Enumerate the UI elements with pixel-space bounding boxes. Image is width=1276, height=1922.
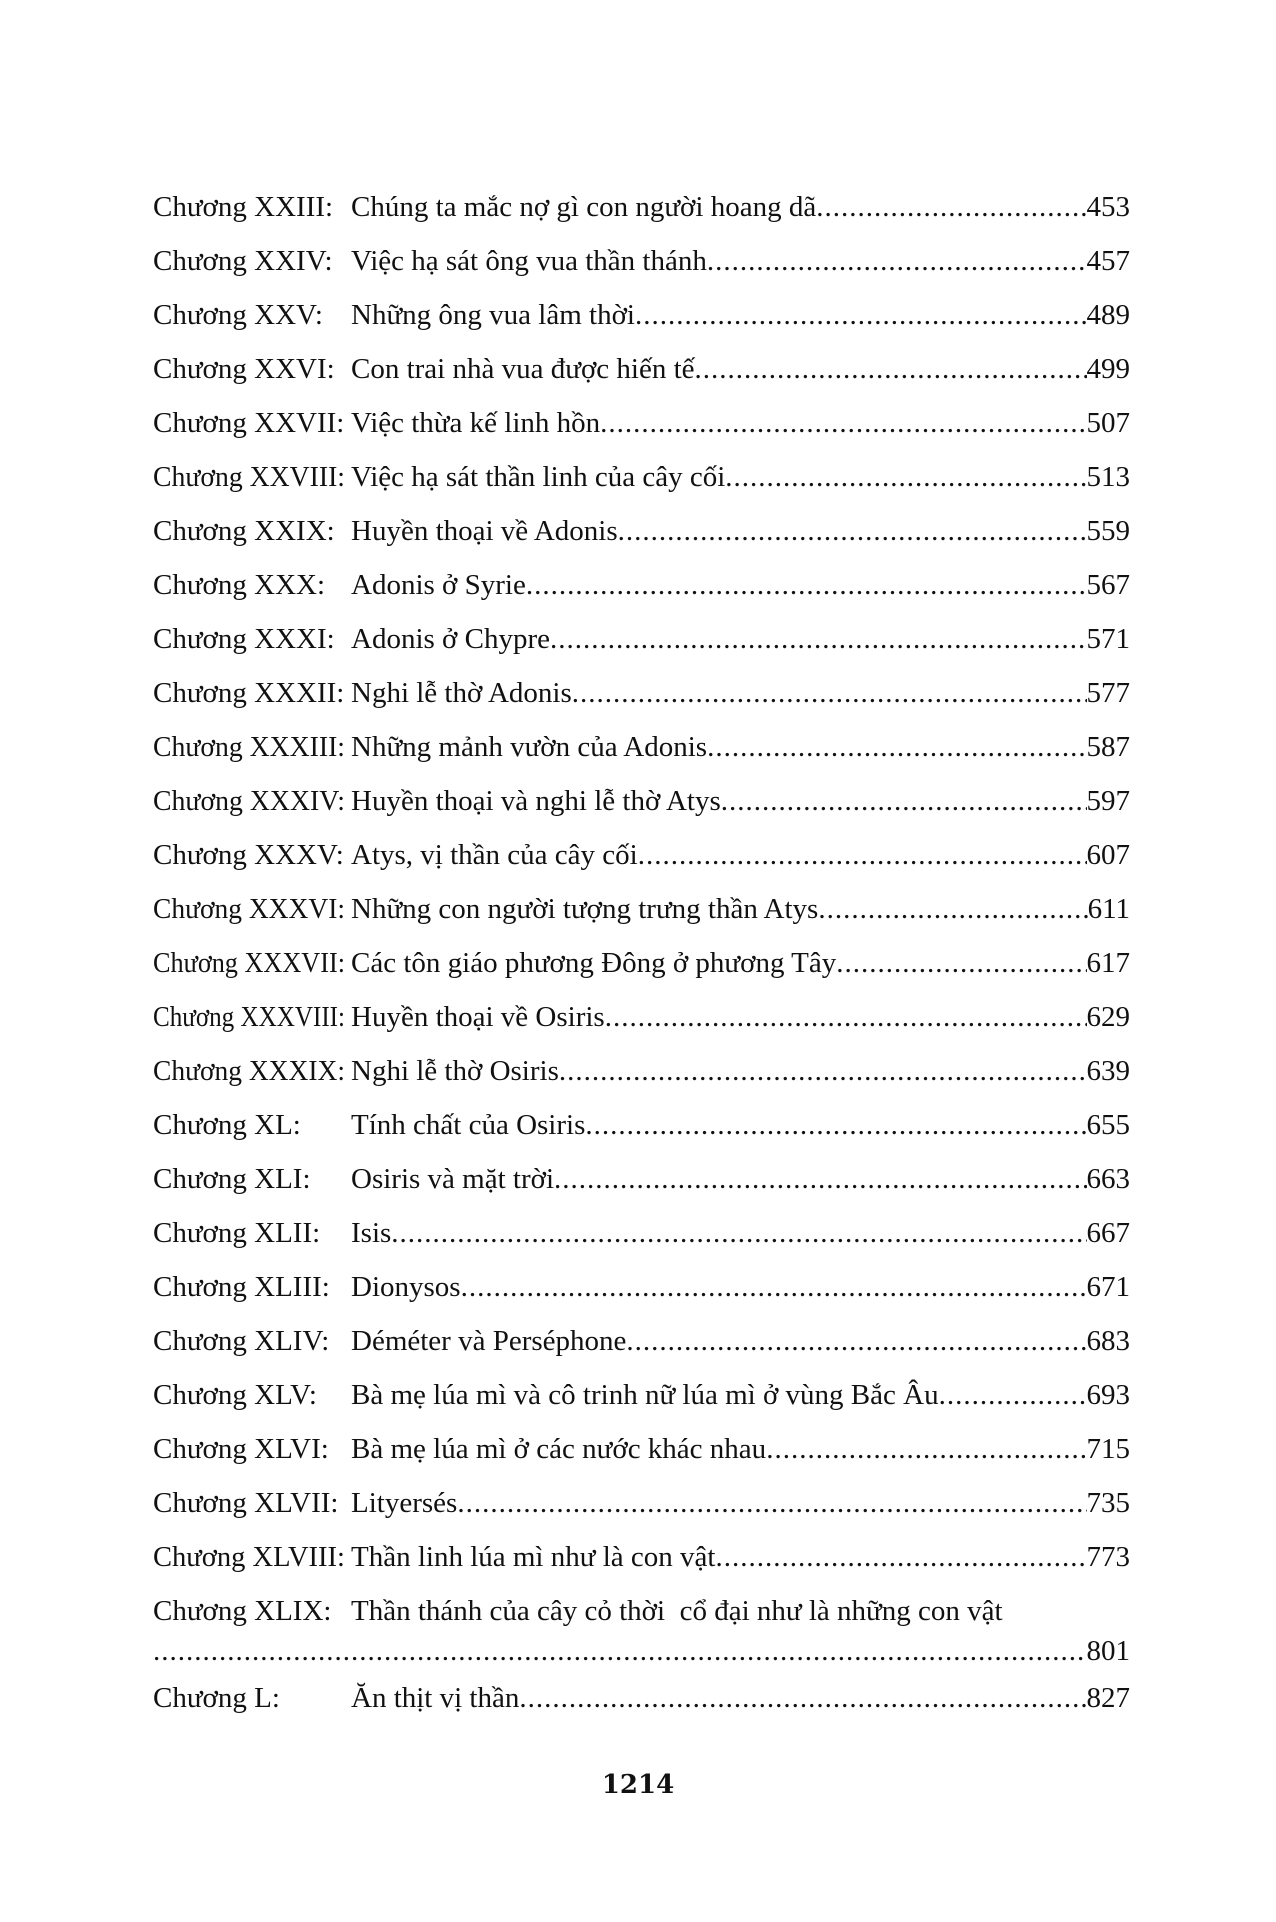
page-ref: 671 xyxy=(1086,1271,1130,1303)
page-ref: 567 xyxy=(1086,569,1130,601)
chapter-label xyxy=(153,612,351,666)
chapter-label xyxy=(153,1368,351,1422)
chapter-label-text: Chương L: xyxy=(153,1682,280,1714)
chapter-label xyxy=(153,1152,351,1206)
chapter-label-text: Chương XXXI: xyxy=(153,623,335,655)
chapter-label-text: Chương XXIV: xyxy=(153,245,333,277)
page-ref: 513 xyxy=(1086,461,1130,493)
dot-leader xyxy=(638,828,1087,882)
page-ref: 655 xyxy=(1086,1109,1130,1141)
toc-entry xyxy=(153,666,1130,720)
toc-entry xyxy=(153,882,1130,936)
chapter-title: Nghi lễ thờ Osiris xyxy=(351,1055,559,1087)
chapter-label xyxy=(153,1098,351,1152)
chapter-label-text: Chương XLI: xyxy=(153,1163,311,1195)
chapter-label-text: Chương XXXIII: xyxy=(153,731,345,763)
page-number: 1214 xyxy=(601,1770,675,1800)
page-ref: 577 xyxy=(1086,677,1130,709)
chapter-title: Huyền thoại về Adonis xyxy=(351,515,618,547)
chapter-label-text: Chương XXXIV: xyxy=(153,785,345,817)
chapter-label xyxy=(153,1476,351,1530)
toc-entry xyxy=(153,396,1130,450)
chapter-label xyxy=(153,1530,351,1584)
dot-leader xyxy=(939,1368,1087,1422)
chapter-label-text: Chương XXVII: xyxy=(153,407,345,439)
toc-entry xyxy=(153,936,1130,990)
chapter-label-text: Chương XXIII: xyxy=(153,191,334,223)
chapter-title: Adonis ở Chypre xyxy=(351,623,550,655)
chapter-title: Những ông vua lâm thời xyxy=(351,299,635,331)
chapter-label xyxy=(153,504,351,558)
chapter-title: Huyền thoại và nghi lễ thờ Atys xyxy=(351,785,721,817)
chapter-label xyxy=(153,1044,351,1098)
chapter-label-text: Chương XXXVI: xyxy=(153,893,345,925)
chapter-title: Việc thừa kế linh hồn xyxy=(351,407,601,439)
chapter-label-text: Chương XXVIII: xyxy=(153,461,345,493)
page-ref: 693 xyxy=(1086,1379,1130,1411)
chapter-label xyxy=(153,180,351,234)
dot-leader xyxy=(836,936,1086,990)
chapter-label-text: Chương XXV: xyxy=(153,299,323,331)
chapter-title: Những mảnh vườn của Adonis xyxy=(351,731,708,763)
toc-entry xyxy=(153,828,1130,882)
dot-leader xyxy=(600,396,1086,450)
dot-leader xyxy=(519,1671,1086,1725)
chapter-label-text: Chương XLVII: xyxy=(153,1487,339,1519)
chapter-title: Ăn thịt vị thần xyxy=(351,1682,520,1714)
chapter-label-text: Chương XXIX: xyxy=(153,515,335,547)
chapter-title: Thần thánh của cây cỏ thời cổ đại như là những con vật xyxy=(351,1595,1003,1627)
toc-entry xyxy=(153,1206,1130,1260)
chapter-title: Tính chất của Osiris xyxy=(351,1109,586,1141)
chapter-title: Osiris và mặt trời xyxy=(351,1163,554,1195)
page-ref: 607 xyxy=(1086,839,1130,871)
dot-leader xyxy=(391,1206,1086,1260)
dot-leader xyxy=(605,990,1087,1044)
chapter-label xyxy=(153,882,351,936)
chapter-title: Isis xyxy=(351,1217,392,1249)
chapter-label-text: Chương XLV: xyxy=(153,1379,317,1411)
dot-leader xyxy=(725,450,1086,504)
page-ref: 639 xyxy=(1086,1055,1130,1087)
chapter-title: Con trai nhà vua được hiến tế xyxy=(351,353,695,385)
dot-leader xyxy=(457,1476,1086,1530)
page-ref: 597 xyxy=(1086,785,1130,817)
page-ref: 617 xyxy=(1086,947,1130,979)
dot-leader xyxy=(707,234,1087,288)
chapter-label-text: Chương XLII: xyxy=(153,1217,321,1249)
chapter-title: Việc hạ sát thần linh của cây cối xyxy=(351,461,726,493)
page-ref: 489 xyxy=(1086,299,1130,331)
page-ref: 559 xyxy=(1086,515,1130,547)
page-ref: 629 xyxy=(1086,1001,1130,1033)
chapter-label xyxy=(153,1584,351,1638)
chapter-title: Bà mẹ lúa mì và cô trinh nữ lúa mì ở vùng Bắc Âu xyxy=(351,1379,939,1411)
toc-entry xyxy=(153,1671,1130,1725)
dot-leader xyxy=(461,1260,1087,1314)
toc-entry xyxy=(153,990,1130,1044)
chapter-label xyxy=(153,1422,351,1476)
page-ref: 611 xyxy=(1087,893,1130,925)
chapter-title: Déméter và Perséphone xyxy=(351,1325,627,1357)
chapter-label xyxy=(153,828,351,882)
chapter-label xyxy=(153,1314,351,1368)
toc-entry xyxy=(153,1584,1130,1627)
dot-leader xyxy=(526,558,1087,612)
page-ref: 663 xyxy=(1086,1163,1130,1195)
dot-leader xyxy=(816,180,1086,234)
page-ref: 453 xyxy=(1086,191,1130,223)
dot-leader xyxy=(554,1152,1087,1206)
chapter-title: Atys, vị thần của cây cối xyxy=(351,839,638,871)
chapter-label-text: Chương XXXVII: xyxy=(153,947,345,979)
chapter-label xyxy=(153,234,351,288)
toc-entry xyxy=(153,612,1130,666)
toc-entry xyxy=(153,1098,1130,1152)
dot-leader xyxy=(715,1530,1086,1584)
toc-entry xyxy=(153,1260,1130,1314)
dot-leader xyxy=(559,1044,1087,1098)
chapter-label xyxy=(153,1671,351,1725)
chapter-label-text: Chương XXXVIII: xyxy=(153,1001,345,1033)
dot-leader xyxy=(695,342,1087,396)
toc-entry xyxy=(153,504,1130,558)
chapter-label-text: Chương XLVI: xyxy=(153,1433,329,1465)
page-ref: 715 xyxy=(1086,1433,1130,1465)
chapter-label-text: Chương XLIV: xyxy=(153,1325,330,1357)
chapter-label-text: Chương XXXIX: xyxy=(153,1055,345,1087)
table-of-contents xyxy=(153,180,1130,1725)
chapter-label xyxy=(153,558,351,612)
chapter-label xyxy=(153,342,351,396)
toc-entry xyxy=(153,1422,1130,1476)
toc-entry xyxy=(153,288,1130,342)
chapter-label xyxy=(153,288,351,342)
chapter-label xyxy=(153,1206,351,1260)
dot-leader xyxy=(618,504,1087,558)
chapter-title: Các tôn giáo phương Đông ở phương Tây xyxy=(351,947,837,979)
toc-entry-continuation xyxy=(153,1631,1130,1671)
dot-leader xyxy=(721,774,1087,828)
chapter-label xyxy=(153,666,351,720)
chapter-title: Việc hạ sát ông vua thần thánh xyxy=(351,245,707,277)
toc-entry xyxy=(153,1368,1130,1422)
page-ref: 507 xyxy=(1086,407,1130,439)
chapter-label xyxy=(153,990,351,1044)
toc-entry xyxy=(153,1476,1130,1530)
chapter-title: Thần linh lúa mì như là con vật xyxy=(351,1541,716,1573)
chapter-label xyxy=(153,774,351,828)
dot-leader xyxy=(585,1098,1086,1152)
dot-leader xyxy=(572,666,1087,720)
page-ref: 827 xyxy=(1086,1682,1130,1714)
page-ref: 801 xyxy=(1086,1635,1130,1667)
page-ref: 683 xyxy=(1086,1325,1130,1357)
chapter-label xyxy=(153,720,351,774)
toc-entry xyxy=(153,180,1130,234)
dot-leader xyxy=(635,288,1087,342)
chapter-label-text: Chương XLIII: xyxy=(153,1271,330,1303)
chapter-label-text: Chương XXXV: xyxy=(153,839,344,871)
chapter-label xyxy=(153,396,351,450)
chapter-label-text: Chương XXXII: xyxy=(153,677,345,709)
page-ref: 571 xyxy=(1086,623,1130,655)
chapter-title: Chúng ta mắc nợ gì con người hoang dã xyxy=(351,191,817,223)
page-ref: 499 xyxy=(1086,353,1130,385)
chapter-title: Huyền thoại về Osiris xyxy=(351,1001,605,1033)
toc-entry xyxy=(153,342,1130,396)
toc-entry xyxy=(153,1044,1130,1098)
dot-leader xyxy=(818,882,1087,936)
dot-leader xyxy=(626,1314,1086,1368)
chapter-title: Nghi lễ thờ Adonis xyxy=(351,677,572,709)
toc-entry xyxy=(153,1314,1130,1368)
chapter-label xyxy=(153,1260,351,1314)
chapter-label-text: Chương XL: xyxy=(153,1109,301,1141)
chapter-title: Những con người tượng trưng thần Atys xyxy=(351,893,819,925)
toc-entry xyxy=(153,1530,1130,1584)
chapter-label xyxy=(153,450,351,504)
chapter-label-text: Chương XXX: xyxy=(153,569,326,601)
dot-leader xyxy=(766,1422,1086,1476)
chapter-label-text: Chương XLIX: xyxy=(153,1595,332,1627)
dot-leader xyxy=(153,1631,1087,1671)
page-ref: 587 xyxy=(1086,731,1130,763)
dot-leader xyxy=(550,612,1087,666)
toc-entry xyxy=(153,720,1130,774)
dot-leader xyxy=(707,720,1086,774)
chapter-title: Bà mẹ lúa mì ở các nước khác nhau xyxy=(351,1433,767,1465)
chapter-label xyxy=(153,936,351,990)
chapter-label-text: Chương XLVIII: xyxy=(153,1541,345,1573)
toc-entry xyxy=(153,234,1130,288)
page-ref: 735 xyxy=(1086,1487,1130,1519)
chapter-label-text: Chương XXVI: xyxy=(153,353,335,385)
toc-entry xyxy=(153,774,1130,828)
page-ref: 667 xyxy=(1086,1217,1130,1249)
chapter-title: Adonis ở Syrie xyxy=(351,569,526,601)
toc-entry xyxy=(153,450,1130,504)
chapter-title: Dionysos xyxy=(351,1271,461,1303)
toc-entry xyxy=(153,1152,1130,1206)
page-ref: 773 xyxy=(1086,1541,1130,1573)
chapter-title: Lityersés xyxy=(351,1487,458,1519)
toc-entry xyxy=(153,558,1130,612)
page-ref: 457 xyxy=(1086,245,1130,277)
